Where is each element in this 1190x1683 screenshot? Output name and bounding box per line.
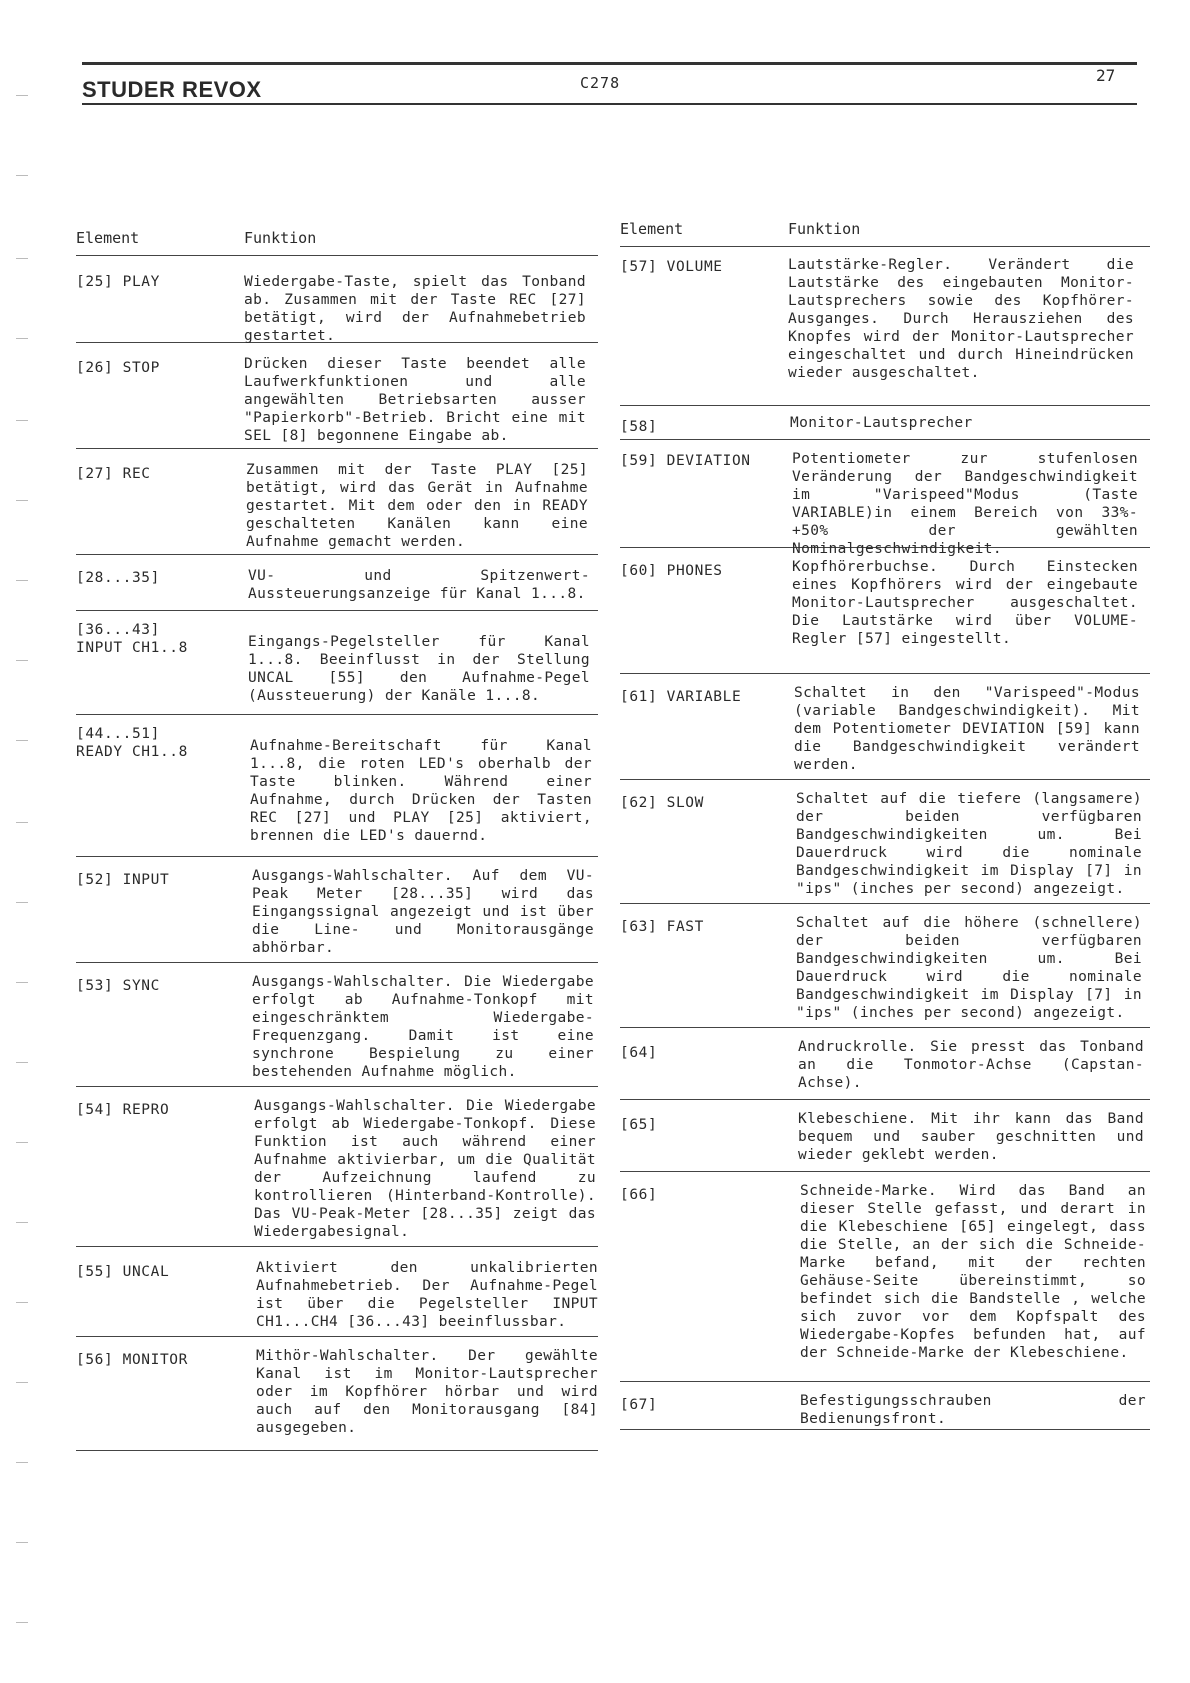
function-heading: Funktion bbox=[788, 220, 861, 238]
header-rule-bottom bbox=[82, 103, 1137, 105]
entry-sync bbox=[76, 963, 598, 1087]
entry-element: [63] FAST bbox=[620, 919, 704, 935]
entry-function: Eingangs-Pegelsteller für Kanal 1...8. Beeinflusst in der Stellung UNCAL [55] den Aufnahme-Pegel (Aussteuerung) der Kanäle 1...8. bbox=[248, 634, 590, 704]
entry-slow bbox=[620, 780, 1150, 904]
entry-function: Ausgangs-Wahlschalter. Die Wiedergabe erfolgt ab Wiedergabe-Tonkopf. Diese Funktion ist auch während einer Aufnahme aktivierbar, um die Qualität der Aufzeichnung laufend zu kontrollieren (Hinterband-Kontrolle). Das VU-Peak-Meter [28...35] zeigt das Wiedergabesignal. bbox=[254, 1098, 596, 1240]
entry-input bbox=[76, 857, 598, 963]
function-heading: Funktion bbox=[244, 229, 317, 247]
entry-function: Schneide-Marke. Wird das Band an dieser Stelle gefasst, und derart in die Klebeschiene [65] eingelegt, dass die Stelle, an der sich die Schneide-Marke befand, mit der rechten Gehäuse-Seite übereinstimmt, so befindet sich die Bandstelle , welche sich zuvor vor dem Kopfspalt des Wiedergabe-Kopfes befunden hat, auf der Schneide-Marke der Klebeschiene. bbox=[800, 1183, 1146, 1361]
entry-function: Wiedergabe-Taste, spielt das Tonband ab. Zusammen mit der Taste REC [27] betätigt, wird der Aufnahmebetrieb gestartet. bbox=[244, 274, 586, 344]
entry-function: Ausgangs-Wahlschalter. Auf dem VU-Peak Meter [28...35] wird das Eingangssignal angezeigt und ist über die Line- und Monitorausgänge abhörbar. bbox=[252, 868, 594, 956]
entry-function: Schaltet auf die tiefere (langsamere) der beiden verfügbaren Bandgeschwindigkeiten um. Bei Dauerdruck wird die nominale Bandgeschwindigkeit im Display [7] in "ips" (inches per second) angezeigt. bbox=[796, 791, 1142, 897]
margin-tick bbox=[16, 822, 28, 823]
entry-stop bbox=[76, 343, 598, 449]
margin-tick bbox=[16, 1062, 28, 1063]
margin-tick bbox=[16, 1622, 28, 1623]
margin-tick bbox=[16, 660, 28, 661]
entry-repro bbox=[76, 1087, 598, 1247]
entry-element: [58] bbox=[620, 419, 658, 435]
margin-tick bbox=[16, 902, 28, 903]
margin-tick bbox=[16, 338, 28, 339]
entry-function: Schaltet auf die höhere (schnellere) der beiden verfügbaren Bandgeschwindigkeiten um. Bei Dauerdruck wird die nominale Bandgeschwindigkeit im Display [7] in "ips" (inches per second) angezeigt. bbox=[796, 915, 1142, 1021]
margin-tick bbox=[16, 258, 28, 259]
entry-uncal bbox=[76, 1247, 598, 1337]
entry-function: Klebeschiene. Mit ihr kann das Band bequem und sauber geschnitten und wieder geklebt werden. bbox=[798, 1111, 1144, 1163]
entry-vu-meter bbox=[76, 555, 598, 611]
entry-element: [57] VOLUME bbox=[620, 259, 723, 275]
margin-tick bbox=[16, 1302, 28, 1303]
entry-element: [44...51] READY CH1..8 bbox=[76, 726, 188, 760]
entry-function: Andruckrolle. Sie presst das Tonband an die Tonmotor-Achse (Capstan-Achse). bbox=[798, 1039, 1144, 1091]
entry-splicing-block bbox=[620, 1100, 1150, 1172]
entry-function: Aktiviert den unkalibrierten Aufnahmebetrieb. Der Aufnahme-Pegel ist über die Pegelsteller INPUT CH1...CH4 [36...43] beeinflussbar. bbox=[256, 1260, 598, 1330]
entry-element: [62] SLOW bbox=[620, 795, 704, 811]
entry-phones bbox=[620, 548, 1150, 674]
page-number: 27 bbox=[1096, 66, 1116, 85]
entry-element: [64] bbox=[620, 1045, 658, 1061]
element-heading: Element bbox=[76, 229, 140, 247]
margin-tick bbox=[16, 95, 28, 96]
entry-element: [65] bbox=[620, 1117, 658, 1133]
entry-element: [61] VARIABLE bbox=[620, 689, 742, 705]
brand-logo: STUDER REVOX bbox=[82, 77, 262, 102]
entry-element: [67] bbox=[620, 1397, 658, 1413]
margin-tick bbox=[16, 580, 28, 581]
right-column-header bbox=[620, 220, 1150, 248]
entry-element: [36...43] INPUT CH1..8 bbox=[76, 622, 188, 656]
entry-monitor-speaker bbox=[620, 406, 1150, 440]
entry-cutting-mark bbox=[620, 1172, 1150, 1382]
margin-tick bbox=[16, 1142, 28, 1143]
entry-function: Mithör-Wahlschalter. Der gewählte Kanal ist im Monitor-Lautsprecher oder im Kopfhörer hörbar und wird auch auf den Monitorausgang [84] ausgegeben. bbox=[256, 1348, 598, 1436]
entry-element: [52] INPUT bbox=[76, 872, 170, 888]
margin-tick bbox=[16, 420, 28, 421]
entry-play bbox=[76, 257, 598, 343]
right-column bbox=[620, 220, 1150, 1430]
model-number: C278 bbox=[580, 74, 621, 92]
entry-function: Lautstärke-Regler. Verändert die Lautstärke des eingebauten Monitor-Lautsprechers sowie des Kopfhörer-Ausganges. Durch Herausziehen des Knopfes wird der Monitor-Lautsprecher eingeschaltet und durch Hineindrücken wieder ausgeschaltet. bbox=[788, 257, 1134, 381]
entry-function: Ausgangs-Wahlschalter. Die Wiedergabe erfolgt ab Aufnahme-Tonkopf mit eingeschränktem Wiedergabe-Frequenzgang. Damit ist eine synchrone Bespielung zu einer bestehenden Aufnahme möglich. bbox=[252, 974, 594, 1080]
entry-element: [27] REC bbox=[76, 466, 151, 482]
entry-variable bbox=[620, 674, 1150, 780]
entry-function: VU- und Spitzenwert-Aussteuerungsanzeige für Kanal 1...8. bbox=[248, 568, 590, 602]
entry-input-ch bbox=[76, 611, 598, 715]
margin-tick bbox=[16, 982, 28, 983]
entry-element: [55] UNCAL bbox=[76, 1264, 170, 1280]
entry-rec bbox=[76, 449, 598, 555]
margin-tick bbox=[16, 1382, 28, 1383]
entry-function: Zusammen mit der Taste PLAY [25] betätigt, wird das Gerät in Aufnahme gestartet. Mit dem oder den in READY geschalteten Kanälen kann eine Aufnahme gemacht werden. bbox=[246, 462, 588, 550]
margin-tick bbox=[16, 175, 28, 176]
entry-function: Potentiometer zur stufenlosen Veränderung der Bandgeschwindigkeit im "Varispeed"Modus (Taste VARIABLE)in einem Bereich von 33%-+50% der gewählten Nominalgeschwindigkeit. bbox=[792, 451, 1138, 557]
entry-function: Befestigungsschrauben der Bedienungsfront. bbox=[800, 1393, 1146, 1427]
left-column-header bbox=[76, 229, 598, 257]
margin-tick bbox=[16, 500, 28, 501]
entry-function: Aufnahme-Bereitschaft für Kanal 1...8, die roten LED's oberhalb der Taste blinken. Während einer Aufnahme, durch Drücken der Tasten REC [27] und PLAY [25] aktiviert, brennen die LED's dauernd. bbox=[250, 738, 592, 844]
entry-function: Monitor-Lautsprecher bbox=[790, 415, 973, 431]
entry-ready-ch bbox=[76, 715, 598, 857]
entry-element: [66] bbox=[620, 1187, 658, 1203]
entry-element: [28...35] bbox=[76, 570, 160, 586]
header-rule-top bbox=[82, 62, 1137, 65]
entry-volume bbox=[620, 248, 1150, 406]
entry-function: Schaltet in den "Varispeed"-Modus (variable Bandgeschwindigkeit). Mit dem Potentiometer DEVIATION [59] kann die Bandgeschwindigkeit verändert werden. bbox=[794, 685, 1140, 773]
margin-tick bbox=[16, 740, 28, 741]
entry-function: Drücken dieser Taste beendet alle Laufwerkfunktionen und alle angewählten Betriebsarten ausser "Papierkorb"-Betrieb. Bricht eine mit SEL [8] begonnene Eingabe ab. bbox=[244, 356, 586, 444]
margin-tick bbox=[16, 1462, 28, 1463]
entry-element: [60] PHONES bbox=[620, 563, 723, 579]
margin-tick bbox=[16, 1222, 28, 1223]
element-heading: Element bbox=[620, 220, 684, 238]
entry-element: [54] REPRO bbox=[76, 1102, 170, 1118]
entry-function: Kopfhörerbuchse. Durch Einstecken eines Kopfhörers wird der eingebaute Monitor-Lautsprecher ausgeschaltet. Die Lautstärke wird über VOLUME-Regler [57] eingestellt. bbox=[792, 559, 1138, 647]
margin-tick bbox=[16, 1542, 28, 1543]
entry-element: [25] PLAY bbox=[76, 274, 160, 290]
entry-element: [26] STOP bbox=[76, 360, 160, 376]
entry-deviation bbox=[620, 440, 1150, 557]
left-column bbox=[76, 229, 598, 1451]
entry-element: [56] MONITOR bbox=[76, 1352, 188, 1368]
entry-fast bbox=[620, 904, 1150, 1028]
entry-monitor bbox=[76, 1337, 598, 1451]
entry-element: [53] SYNC bbox=[76, 978, 160, 994]
entry-pinch-roller bbox=[620, 1028, 1150, 1100]
entry-mounting-screws bbox=[620, 1382, 1150, 1430]
entry-element: [59] DEVIATION bbox=[620, 453, 751, 469]
